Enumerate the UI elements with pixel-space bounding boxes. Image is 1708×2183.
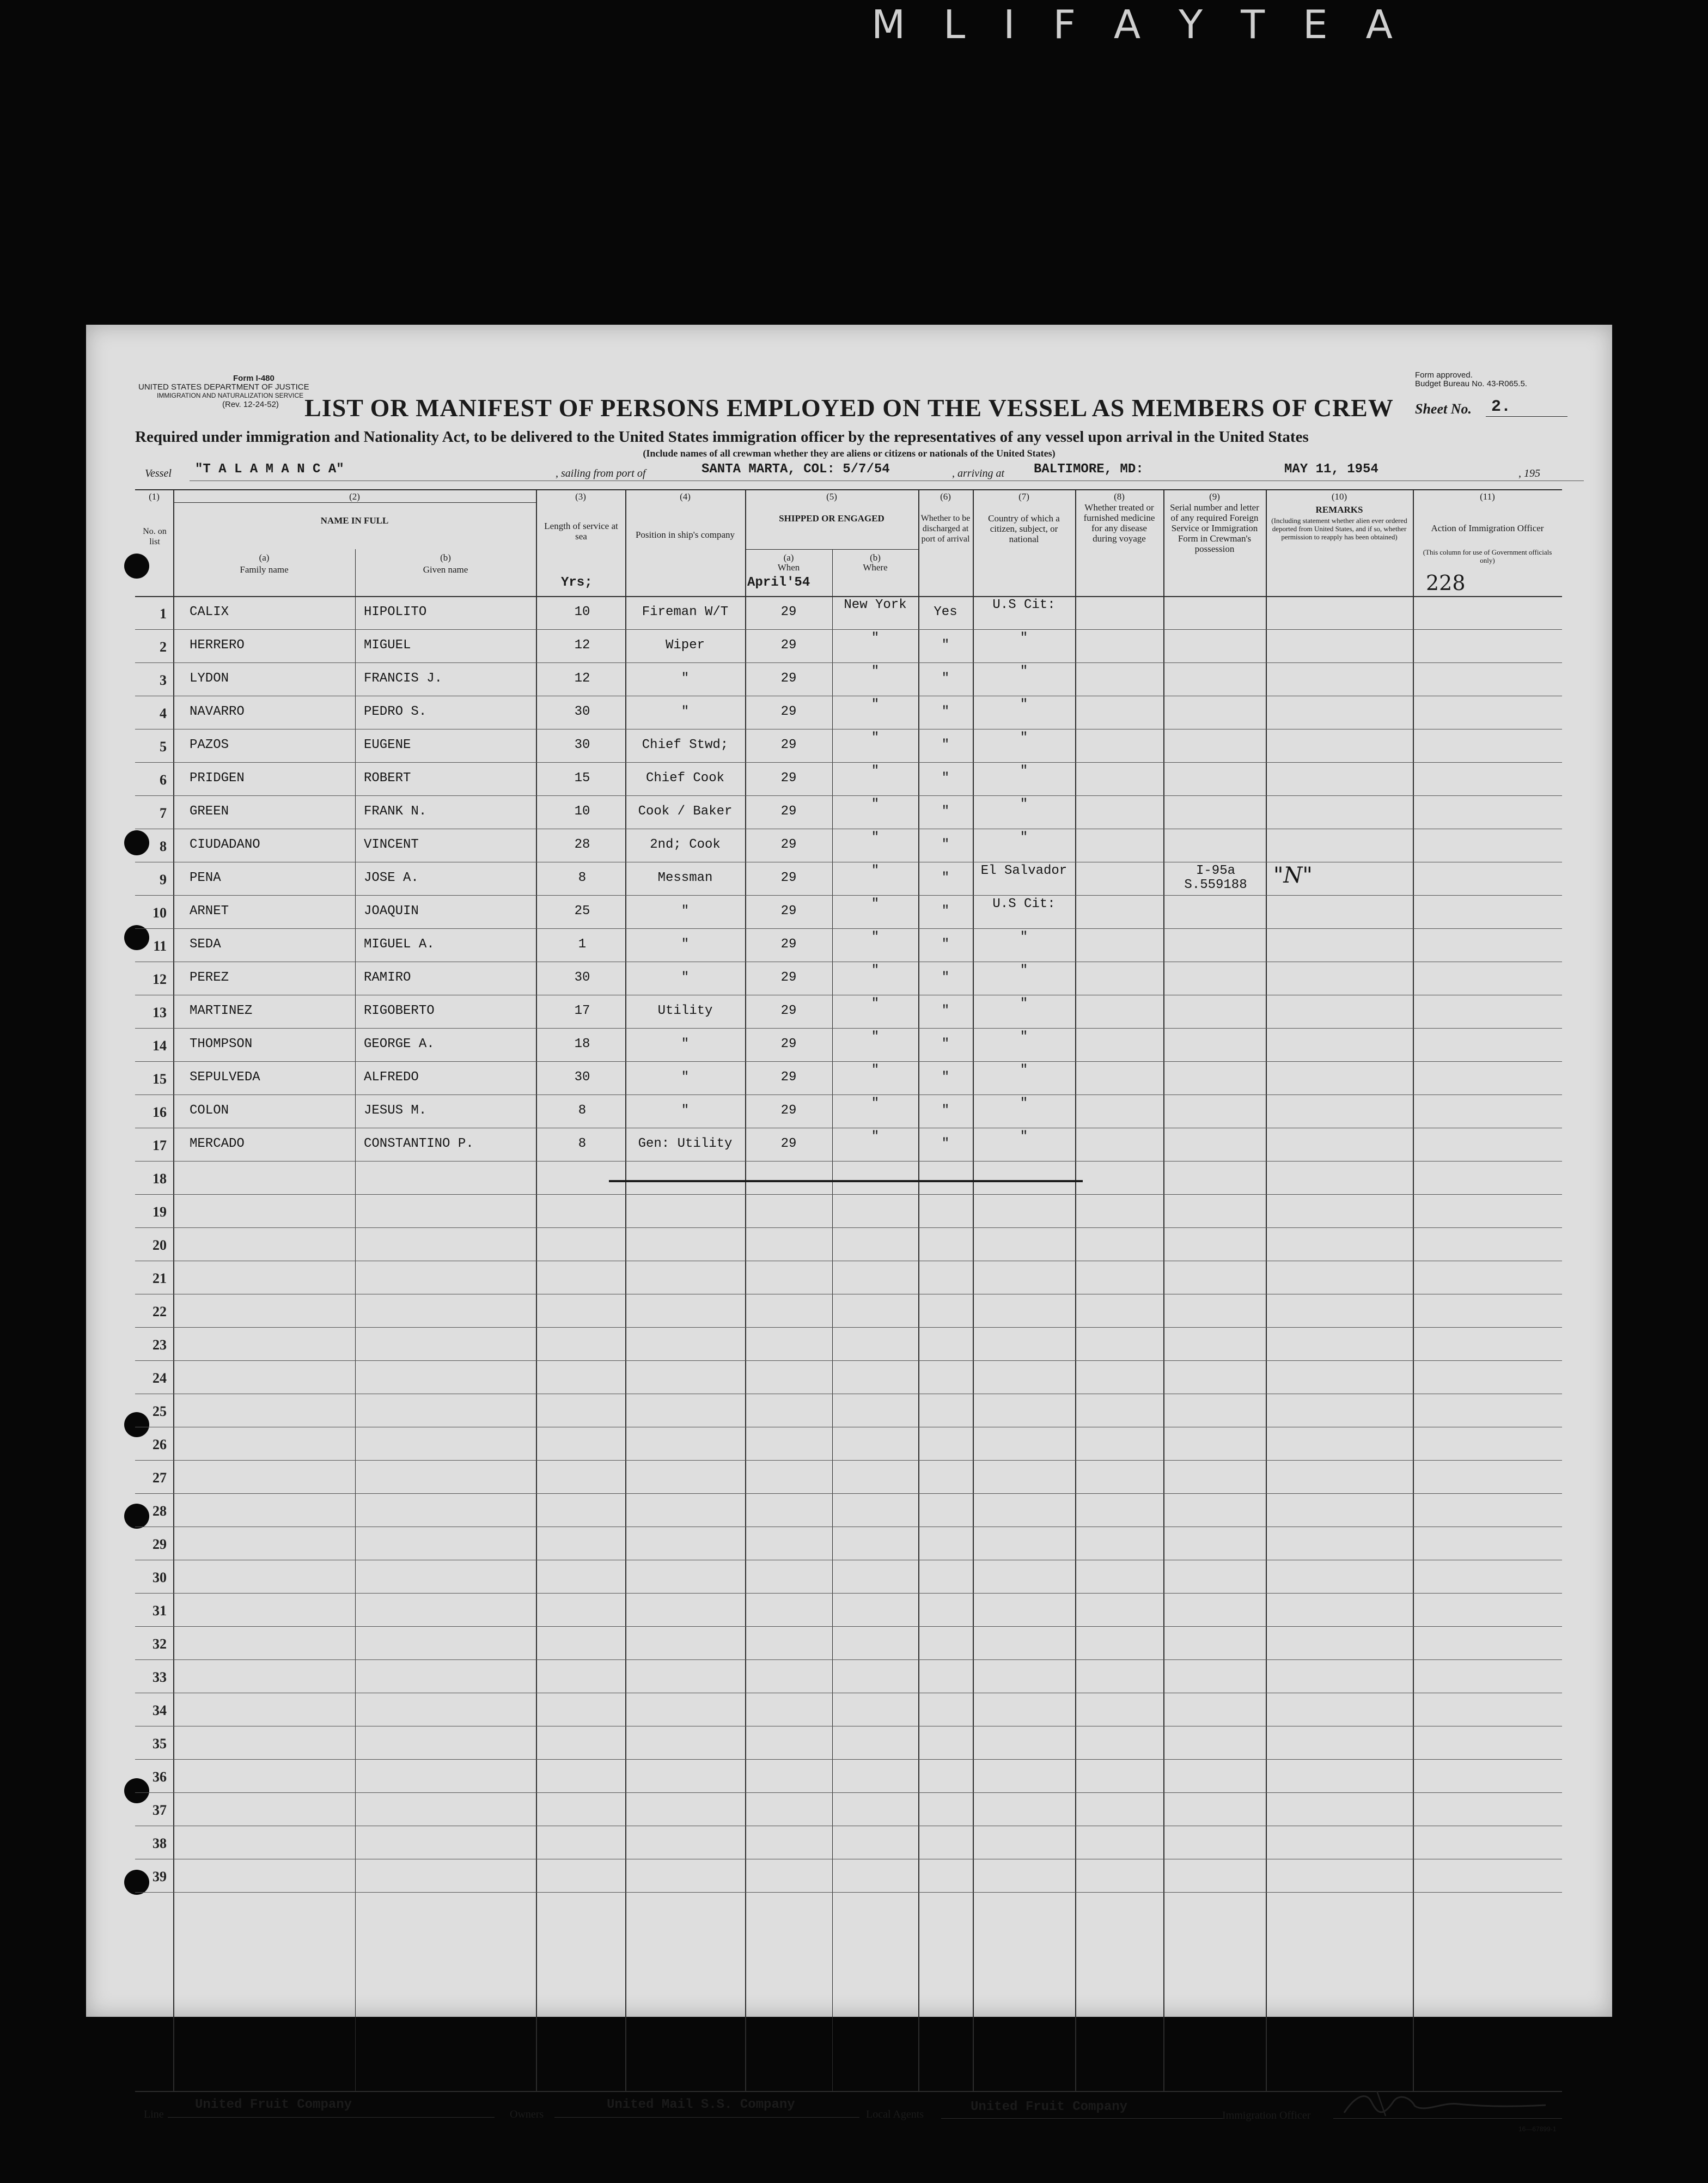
discharged-cell: " <box>941 804 950 819</box>
family-name-cell: SEPULVEDA <box>190 1070 260 1085</box>
serial-cell <box>1168 1097 1264 1127</box>
serial-cell <box>1168 931 1264 961</box>
where-cell: " <box>871 897 880 911</box>
row-number: 4 <box>160 706 167 721</box>
where-cell: " <box>871 931 880 945</box>
discharged-cell: " <box>941 1037 950 1051</box>
when-cell: 29 <box>780 771 797 786</box>
position-cell: " <box>681 671 690 686</box>
given-name-cell: FRANK N. <box>364 804 427 819</box>
where-cell: " <box>871 764 880 779</box>
officer-label: Immigration Officer <box>1222 2109 1311 2121</box>
where-cell: " <box>871 1030 880 1044</box>
family-name-cell: HERRERO <box>190 638 245 653</box>
row-number: 18 <box>152 1171 167 1187</box>
row-number: 26 <box>152 1437 167 1452</box>
form-approved: Form approved. <box>1415 370 1473 380</box>
country-cell: " <box>1020 931 1028 945</box>
col-name-in-full: NAME IN FULL <box>320 515 389 526</box>
when-cell: 29 <box>780 671 797 686</box>
when-cell: 29 <box>780 970 797 985</box>
film-letter: A <box>1113 2 1141 47</box>
vessel-label: Vessel <box>145 467 172 479</box>
position-cell: " <box>681 970 690 985</box>
row-number: 2 <box>160 639 167 655</box>
row-number: 33 <box>152 1669 167 1685</box>
print-code: 16—67899-1 <box>1518 2125 1557 2133</box>
col-family-name: Family name <box>240 564 289 575</box>
years-cell: 10 <box>574 605 590 619</box>
arrival-date: MAY 11, 1954 <box>1284 462 1378 477</box>
row-number: 17 <box>152 1138 167 1153</box>
given-name-cell: MIGUEL A. <box>364 937 435 952</box>
row-number: 23 <box>152 1337 167 1353</box>
where-cell: " <box>871 731 880 745</box>
years-cell: 8 <box>578 1136 587 1151</box>
punch-hole <box>124 554 149 579</box>
years-cell: 17 <box>574 1004 590 1018</box>
country-cell: " <box>1020 665 1028 679</box>
film-letter: T <box>1241 2 1265 47</box>
col-num-3: (3) <box>575 491 586 502</box>
row-number: 7 <box>160 805 167 821</box>
when-cell: 29 <box>780 1136 797 1151</box>
years-cell: 28 <box>574 837 590 852</box>
when-cell: 29 <box>780 937 797 952</box>
country-cell: " <box>1020 798 1028 812</box>
given-name-cell: MIGUEL <box>364 638 411 653</box>
years-cell: 25 <box>574 904 590 919</box>
years-cell: 8 <box>578 871 587 885</box>
row-number: 24 <box>152 1370 167 1386</box>
position-cell: Messman <box>657 871 713 885</box>
col-discharged: Whether to be discharged at port of arrival <box>920 514 971 544</box>
discharged-cell: " <box>941 1004 950 1018</box>
family-name-cell: THOMPSON <box>190 1037 253 1051</box>
manifest-page <box>86 325 1612 2133</box>
when-cell: 29 <box>780 837 797 852</box>
given-name-cell: VINCENT <box>364 837 419 852</box>
family-name-cell: CIUDADANO <box>190 837 260 852</box>
remarks-cell: "N" <box>1273 863 1313 888</box>
owners-label: Owners <box>510 2108 544 2120</box>
given-name-cell: EUGENE <box>364 738 411 752</box>
position-cell: Utility <box>657 1004 713 1018</box>
row-number: 31 <box>152 1603 167 1619</box>
discharged-cell: " <box>941 1136 950 1151</box>
line-company: United Fruit Company <box>195 2097 352 2112</box>
col-num-2: (2) <box>349 491 360 502</box>
position-cell: " <box>681 904 690 919</box>
serial-cell <box>1168 897 1264 928</box>
col-when-value: April'54 <box>747 575 810 590</box>
position-cell: " <box>681 937 690 952</box>
when-cell: 29 <box>780 1037 797 1051</box>
where-cell: " <box>871 997 880 1011</box>
col-when-a: (a) <box>783 552 794 563</box>
film-letter: I <box>1003 2 1015 47</box>
when-cell: 29 <box>780 704 797 719</box>
col-given-b: (b) <box>440 552 451 563</box>
when-cell: 29 <box>780 638 797 653</box>
form-revision: (Rev. 12-24-52) <box>222 400 279 409</box>
row-number: 8 <box>160 838 167 854</box>
year-suffix: , 195 <box>1518 467 1540 479</box>
film-edge-marking <box>850 0 1708 49</box>
film-letter: E <box>1303 2 1328 47</box>
years-cell: 30 <box>574 738 590 752</box>
where-cell: " <box>871 665 880 679</box>
country-cell: " <box>1020 698 1028 712</box>
sailing-label: , sailing from port of <box>556 467 646 479</box>
discharged-cell: " <box>941 937 950 952</box>
family-name-cell: MARTINEZ <box>190 1004 253 1018</box>
position-cell: Fireman W/T <box>642 605 729 619</box>
serial-cell <box>1168 598 1264 629</box>
family-name-cell: SEDA <box>190 937 221 952</box>
serial-cell <box>1168 1130 1264 1160</box>
col-num-4: (4) <box>680 491 691 502</box>
country-cell: " <box>1020 764 1028 779</box>
col-no-on-list: No. on list <box>143 527 167 546</box>
position-cell: " <box>681 704 690 719</box>
row-number: 36 <box>152 1769 167 1785</box>
country-cell: " <box>1020 831 1028 845</box>
discharged-cell: " <box>941 1070 950 1085</box>
row-number: 20 <box>152 1237 167 1253</box>
sailing-port: SANTA MARTA, COL: 5/7/54 <box>701 462 890 477</box>
col-remarks-note: (Including statement whether alien ever ordered deported from United States, and if so, whether permission to reapply has been obtained) <box>1271 516 1407 541</box>
col-where-b: (b) <box>870 552 881 563</box>
given-name-cell: GEORGE A. <box>364 1037 435 1051</box>
where-cell: " <box>871 1130 880 1144</box>
family-name-cell: PENA <box>190 871 221 885</box>
action-number: 228 <box>1426 571 1466 595</box>
years-cell: 30 <box>574 970 590 985</box>
position-cell: 2nd; Cook <box>650 837 721 852</box>
sheet-label: Sheet No. <box>1415 401 1472 417</box>
family-name-cell: CALIX <box>190 605 229 619</box>
when-cell: 29 <box>780 1070 797 1085</box>
years-cell: 10 <box>574 804 590 819</box>
discharged-cell: " <box>941 871 950 885</box>
country-cell: El Salvador <box>980 864 1068 878</box>
position-cell: " <box>681 1103 690 1118</box>
country-cell: " <box>1020 631 1028 646</box>
position-cell: " <box>681 1070 690 1085</box>
row-number: 3 <box>160 672 167 688</box>
family-name-cell: LYDON <box>190 671 229 686</box>
serial-cell <box>1168 997 1264 1027</box>
row-number: 29 <box>152 1536 167 1552</box>
col-country: Country of which a citizen, subject, or national <box>988 513 1060 544</box>
country-cell: " <box>1020 997 1028 1011</box>
when-cell: 29 <box>780 804 797 819</box>
col-action-note: (This column for use of Government officials only) <box>1423 548 1552 564</box>
years-cell: 1 <box>578 937 587 952</box>
col-treated: Whether treated or furnished medicine for any disease during voyage <box>1083 502 1155 544</box>
row-number: 30 <box>152 1570 167 1585</box>
when-cell: 29 <box>780 738 797 752</box>
given-name-cell: RAMIRO <box>364 970 411 985</box>
country-cell: " <box>1020 1063 1028 1078</box>
agents-company: United Fruit Company <box>971 2100 1128 2114</box>
agency-name: UNITED STATES DEPARTMENT OF JUSTICE <box>138 382 309 392</box>
serial-cell <box>1168 665 1264 695</box>
given-name-cell: JESUS M. <box>364 1103 427 1118</box>
col-num-11: (11) <box>1480 491 1495 502</box>
discharged-cell: " <box>941 638 950 653</box>
when-cell: 29 <box>780 871 797 885</box>
where-cell: " <box>871 831 880 845</box>
page-title: LIST OR MANIFEST OF PERSONS EMPLOYED ON THE VESSEL AS MEMBERS OF CREW <box>304 394 1394 422</box>
arrival-port: BALTIMORE, MD: <box>1034 462 1144 477</box>
when-cell: 29 <box>780 1103 797 1118</box>
family-name-cell: PAZOS <box>190 738 229 752</box>
discharged-cell: " <box>941 1103 950 1118</box>
where-cell: " <box>871 1097 880 1111</box>
vessel-name: "T A L A M A N C A" <box>195 462 344 477</box>
where-cell: " <box>871 1063 880 1078</box>
row-number: 22 <box>152 1304 167 1319</box>
family-name-cell: PRIDGEN <box>190 771 245 786</box>
film-letter: A <box>1365 2 1393 47</box>
col-serial: Serial number and letter of any required Foreign Service or Immigration Form in Crewman's possession <box>1170 502 1259 554</box>
given-name-cell: ALFREDO <box>364 1070 419 1085</box>
where-cell: " <box>871 964 880 978</box>
agency-sub: IMMIGRATION AND NATURALIZATION SERVICE <box>157 392 304 399</box>
country-cell: " <box>1020 1130 1028 1144</box>
years-cell: 15 <box>574 771 590 786</box>
row-number: 34 <box>152 1702 167 1718</box>
col-length: Length of service at sea <box>544 521 618 542</box>
film-letter: F <box>1053 2 1076 47</box>
where-cell: " <box>871 798 880 812</box>
position-cell: Cook / Baker <box>638 804 733 819</box>
agents-label: Local Agents <box>866 2108 924 2120</box>
where-cell: " <box>871 864 880 878</box>
given-name-cell: HIPOLITO <box>364 605 427 619</box>
row-number: 28 <box>152 1503 167 1519</box>
col-num-1: (1) <box>149 491 160 502</box>
row-number: 38 <box>152 1835 167 1851</box>
serial-cell <box>1168 764 1264 795</box>
row-number: 25 <box>152 1403 167 1419</box>
country-cell: " <box>1020 964 1028 978</box>
discharged-cell: " <box>941 970 950 985</box>
given-name-cell: JOAQUIN <box>364 904 419 919</box>
page-subtitle: Required under immigration and Nationality Act, to be delivered to the United States immigration officer by the representatives of any vessel upon arrival in the United States <box>135 428 1309 446</box>
given-name-cell: CONSTANTINO P. <box>364 1136 474 1151</box>
serial-cell <box>1168 731 1264 762</box>
row-number: 12 <box>152 971 167 987</box>
row-number: 37 <box>152 1802 167 1818</box>
col-num-8: (8) <box>1114 491 1125 502</box>
given-name-cell: RIGOBERTO <box>364 1004 435 1018</box>
row-number: 35 <box>152 1736 167 1752</box>
family-name-cell: MERCADO <box>190 1136 245 1151</box>
family-name-cell: PEREZ <box>190 970 229 985</box>
years-cell: 30 <box>574 704 590 719</box>
col-num-6: (6) <box>940 491 951 502</box>
family-name-cell: COLON <box>190 1103 229 1118</box>
when-cell: 29 <box>780 1004 797 1018</box>
row-number: 5 <box>160 739 167 755</box>
family-name-cell: ARNET <box>190 904 229 919</box>
col-action: Action of Immigration Officer <box>1431 523 1544 533</box>
row-number: 16 <box>152 1104 167 1120</box>
col-num-5: (5) <box>826 491 837 502</box>
col-num-7: (7) <box>1018 491 1029 502</box>
film-letter: Y <box>1179 2 1203 47</box>
row-number: 11 <box>153 938 167 954</box>
serial-cell <box>1168 1030 1264 1061</box>
country-cell: U.S Cit: <box>992 598 1056 612</box>
col-family-a: (a) <box>259 552 270 563</box>
discharged-cell: " <box>941 904 950 919</box>
page-note: (Include names of all crewman whether they are aliens or citizens or nationals of the United States) <box>643 448 1056 459</box>
family-name-cell: NAVARRO <box>190 704 245 719</box>
serial-cell <box>1168 964 1264 994</box>
serial-cell <box>1168 798 1264 828</box>
col-num-10: (10) <box>1331 491 1347 502</box>
col-num-9: (9) <box>1209 491 1220 502</box>
country-cell: " <box>1020 1097 1028 1111</box>
years-cell: 8 <box>578 1103 587 1118</box>
discharged-cell: " <box>941 671 950 686</box>
budget-bureau: Budget Bureau No. 43-R065.5. <box>1415 379 1527 388</box>
years-cell: 12 <box>574 638 590 653</box>
col-given-name: Given name <box>423 564 468 575</box>
position-cell: Gen: Utility <box>638 1136 733 1151</box>
arriving-label: , arriving at <box>952 467 1005 479</box>
serial-cell <box>1168 1063 1264 1094</box>
form-id: Form I-480 <box>233 374 274 383</box>
row-number: 15 <box>152 1071 167 1087</box>
row-number: 19 <box>152 1204 167 1220</box>
row-number: 32 <box>152 1636 167 1652</box>
row-number: 27 <box>152 1470 167 1486</box>
film-letter: M <box>871 2 906 47</box>
discharged-cell: " <box>941 704 950 719</box>
serial-cell <box>1168 698 1264 728</box>
serial-cell <box>1168 631 1264 662</box>
country-cell: " <box>1020 1030 1028 1044</box>
serial-cell <box>1168 831 1264 861</box>
years-cell: 30 <box>574 1070 590 1085</box>
where-cell: New York <box>844 598 907 612</box>
position-cell: Chief Stwd; <box>642 738 729 752</box>
col-remarks: REMARKS <box>1315 504 1363 515</box>
years-cell: 18 <box>574 1037 590 1051</box>
col-yrs: Yrs; <box>561 575 593 590</box>
country-cell: " <box>1020 731 1028 745</box>
discharged-cell: Yes <box>934 605 957 619</box>
discharged-cell: " <box>941 771 950 786</box>
given-name-cell: FRANCIS J. <box>364 671 443 686</box>
years-cell: 12 <box>574 671 590 686</box>
position-cell: " <box>681 1037 690 1051</box>
row-number: 14 <box>152 1038 167 1054</box>
where-cell: " <box>871 698 880 712</box>
col-position: Position in ship's company <box>635 530 735 540</box>
owners-company: United Mail S.S. Company <box>607 2097 795 2112</box>
line-label: Line <box>144 2108 164 2120</box>
row-number: 9 <box>160 872 167 887</box>
given-name-cell: ROBERT <box>364 771 411 786</box>
where-cell: " <box>871 631 880 646</box>
row-number: 10 <box>152 905 167 921</box>
discharged-cell: " <box>941 738 950 752</box>
film-letter: L <box>943 2 966 47</box>
position-cell: Wiper <box>665 638 705 653</box>
officer-signature <box>1333 2080 1562 2124</box>
col-shipped: SHIPPED OR ENGAGED <box>779 513 884 524</box>
country-cell: U.S Cit: <box>992 897 1056 911</box>
when-cell: 29 <box>780 605 797 619</box>
given-name-cell: PEDRO S. <box>364 704 427 719</box>
row-number: 6 <box>160 772 167 788</box>
given-name-cell: JOSE A. <box>364 871 419 885</box>
discharged-cell: " <box>941 837 950 852</box>
sheet-number: 2. <box>1491 398 1511 416</box>
row-number: 13 <box>152 1005 167 1020</box>
col-where: Where <box>863 562 888 573</box>
when-cell: 29 <box>780 904 797 919</box>
serial-cell: I-95a S.559188 <box>1184 864 1247 892</box>
position-cell: Chief Cook <box>645 771 725 786</box>
row-number: 39 <box>152 1869 167 1884</box>
col-when: When <box>777 562 800 573</box>
family-name-cell: GREEN <box>190 804 229 819</box>
row-number: 1 <box>160 606 167 622</box>
row-number: 21 <box>152 1270 167 1286</box>
